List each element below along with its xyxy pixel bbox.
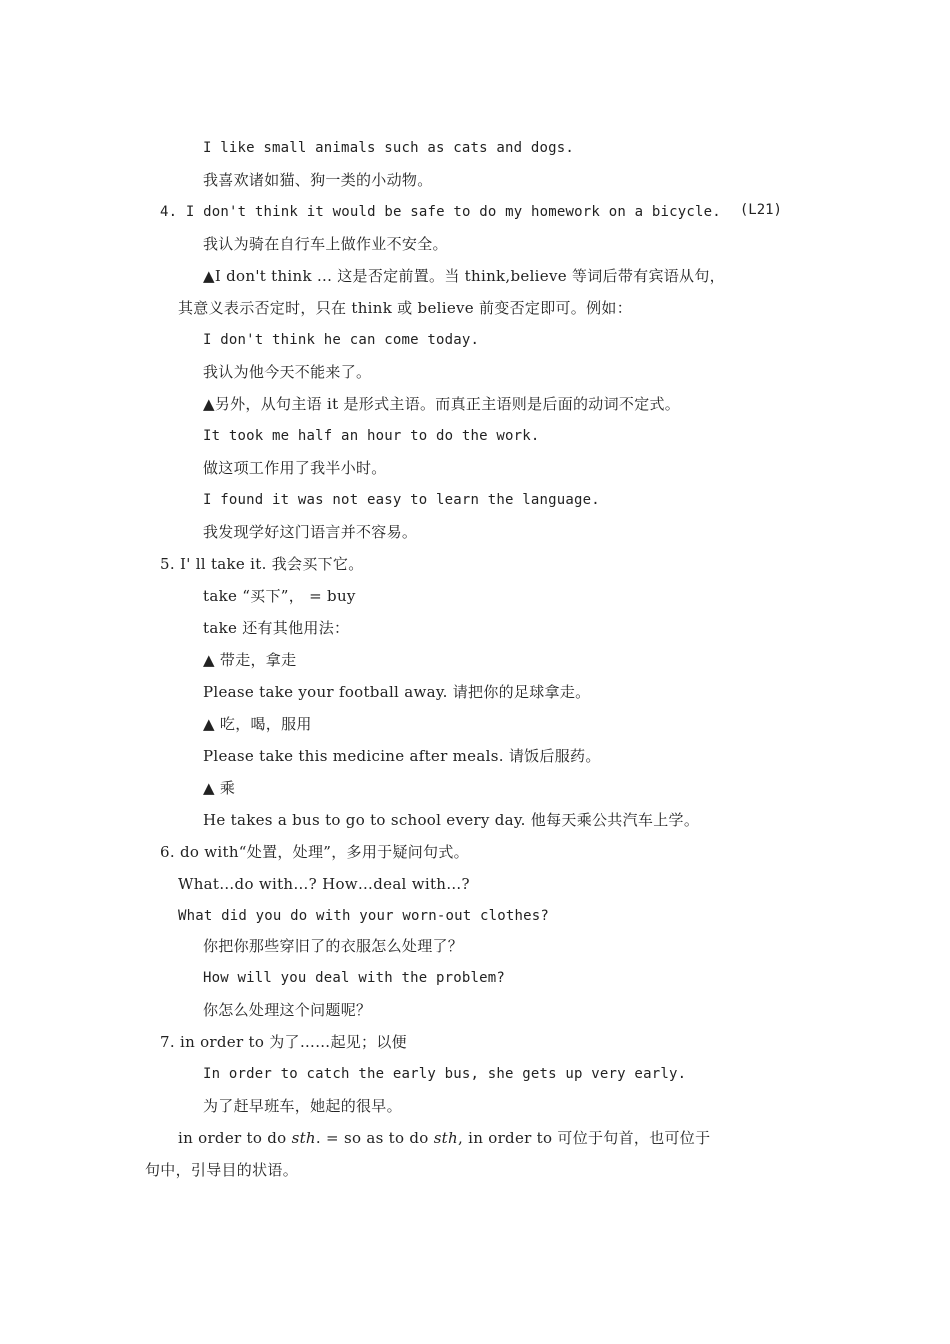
- example-sentence: Please take your football away. 请把你的足球拿走。: [203, 683, 591, 701]
- translation: 我认为他今天不能来了。: [203, 363, 372, 381]
- usage-marker: ▲ 吃，喝，服用: [203, 715, 312, 733]
- item-5-heading: 5. I' ll take it. 我会买下它。: [160, 555, 364, 573]
- note: ▲另外，从句主语 it 是形式主语。而真正主语则是后面的动词不定式。: [203, 395, 681, 413]
- item-7-heading: 7. in order to 为了……起见；以便: [160, 1033, 407, 1051]
- note-continued: 其意义表示否定时，只在 think 或 believe 前变否定即可。例如：: [178, 299, 633, 317]
- example-sentence: Please take this medicine after meals. 请饭后服药。: [203, 747, 601, 765]
- item-4-heading: 4. I don't think it would be safe to do my homework on a bicycle.: [160, 204, 721, 220]
- translation: 我发现学好这门语言并不容易。: [203, 523, 418, 541]
- example-sentence: What did you do with your worn-out clothes?: [178, 908, 550, 924]
- usage-marker: ▲ 带走，拿走: [203, 651, 297, 669]
- translation: 为了赶早班车，她起的很早。: [203, 1097, 402, 1115]
- note: ▲I don't think ... 这是否定前置。当 think,believe 等词后带有宾语从句，: [203, 267, 725, 285]
- note: take “买下”， = buy: [203, 587, 356, 605]
- note: take 还有其他用法：: [203, 619, 350, 637]
- item-6-heading: 6. do with“处置，处理”，多用于疑问句式。: [160, 843, 469, 861]
- example-sentence: I like small animals such as cats and dogs.: [203, 140, 575, 156]
- translation: 你怎么处理这个问题呢？: [203, 1001, 372, 1019]
- note-continued: 句中，引导目的状语。: [145, 1161, 299, 1179]
- translation: 做这项工作用了我半小时。: [203, 459, 387, 477]
- translation: 我认为骑在自行车上做作业不安全。: [203, 235, 448, 253]
- lesson-reference: (L21): [739, 202, 782, 218]
- example-sentence: I found it was not easy to learn the language.: [203, 492, 600, 508]
- example-sentence: In order to catch the early bus, she gets up very early.: [203, 1066, 687, 1082]
- example-sentence: I don't think he can come today.: [203, 332, 480, 348]
- translation: 你把你那些穿旧了的衣服怎么处理了？: [203, 937, 464, 955]
- example-sentence: He takes a bus to go to school every day. 他每天乘公共汽车上学。: [203, 811, 700, 829]
- usage-marker: ▲ 乘: [203, 779, 236, 797]
- example-sentence: It took me half an hour to do the work.: [203, 428, 540, 444]
- example-sentence: How will you deal with the problem?: [203, 970, 506, 986]
- translation: 我喜欢诸如猫、狗一类的小动物。: [203, 171, 433, 189]
- pattern-line: What…do with…? How…deal with…?: [178, 875, 470, 893]
- note: in order to do sth. = so as to do sth, in order to 可位于句首，也可位于: [178, 1129, 711, 1147]
